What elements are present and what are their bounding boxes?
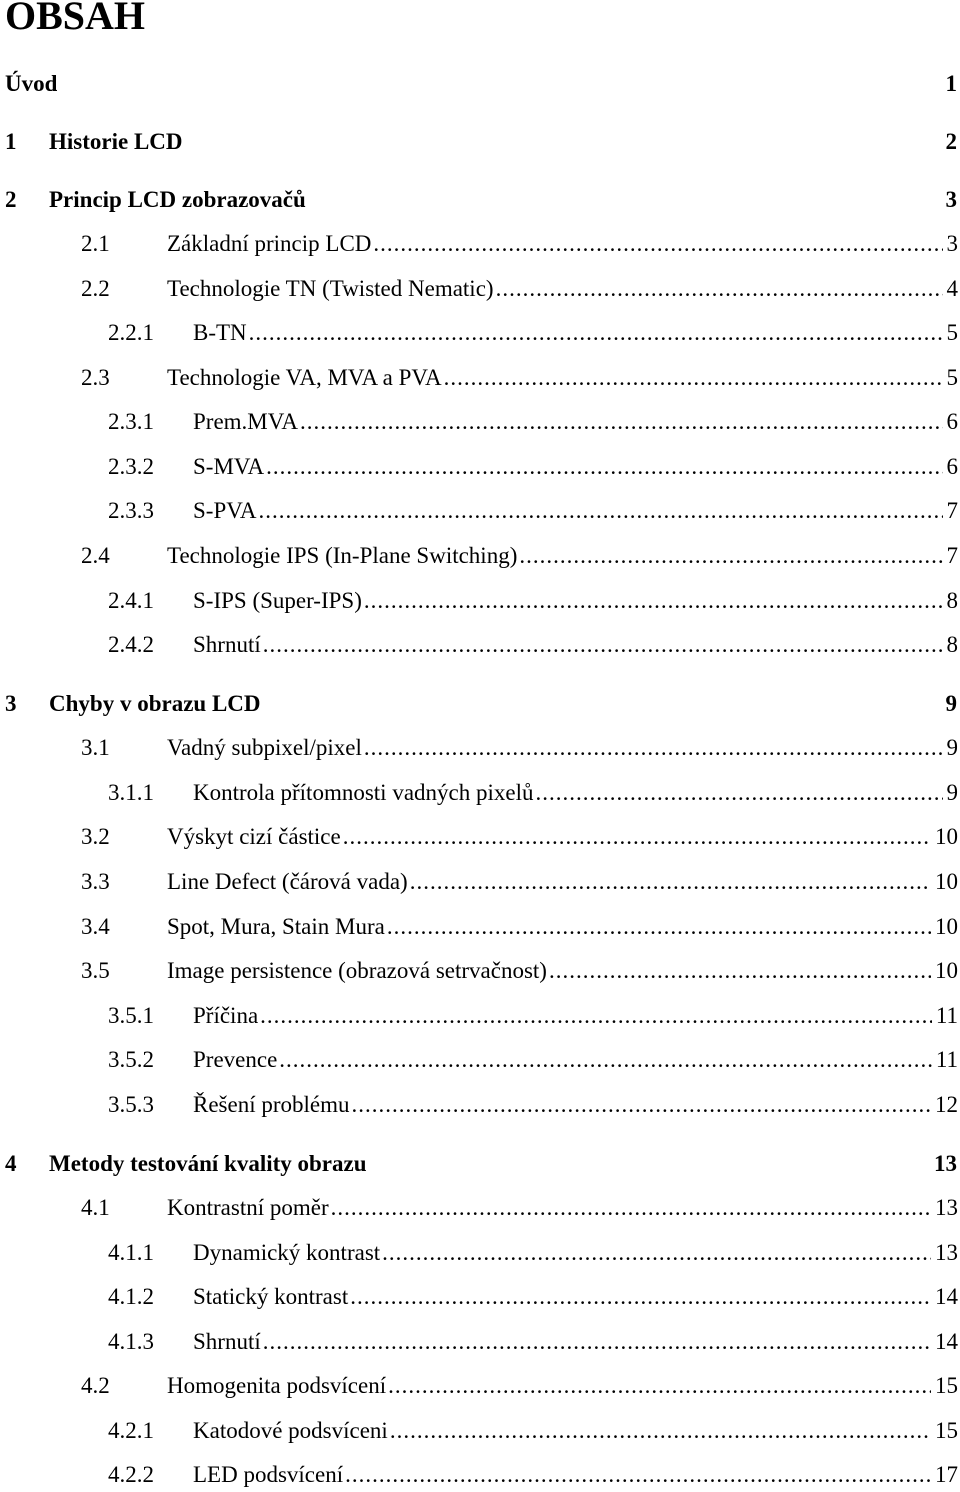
dot-leader <box>350 1280 931 1314</box>
toc-entry-page: 5 <box>946 320 958 345</box>
toc-entry-title: Statický kontrast <box>193 1284 349 1309</box>
dot-leader <box>260 999 932 1033</box>
toc-entry-number: 2.3.1 <box>108 409 154 434</box>
toc-entry[interactable] <box>0 494 960 528</box>
toc-entry-page: 9 <box>946 780 958 805</box>
toc-entry-page: 9 <box>946 735 958 760</box>
toc-entry-page: 9 <box>945 691 957 716</box>
toc-entry[interactable] <box>0 1147 960 1181</box>
toc-entry-title: S-MVA <box>193 454 265 479</box>
toc-entry-page: 3 <box>945 187 957 212</box>
dot-leader <box>249 316 943 350</box>
toc-entry-title: Historie LCD <box>49 129 183 154</box>
toc-entry-number: 2.3.2 <box>108 454 154 479</box>
dot-leader <box>343 820 931 854</box>
toc-entry-number: 4.1.1 <box>108 1240 154 1265</box>
toc-entry[interactable] <box>0 1280 960 1314</box>
toc-entry-title: Chyby v obrazu LCD <box>49 691 261 716</box>
toc-entry-number: 4.1 <box>81 1195 110 1220</box>
toc-entry-title: Prevence <box>193 1047 278 1072</box>
toc-entry-number: 3.4 <box>81 914 110 939</box>
toc-entry-title: S-PVA <box>193 498 257 523</box>
toc-entry-title: S-IPS (Super-IPS) <box>193 588 362 613</box>
toc-entry[interactable] <box>0 1236 960 1270</box>
toc-entry-number: 2 <box>5 187 17 212</box>
dot-leader <box>364 584 943 618</box>
toc-entry-page: 15 <box>935 1418 958 1443</box>
toc-entry-page: 17 <box>935 1462 958 1487</box>
dot-leader <box>388 1369 931 1403</box>
toc-entry-number: 3.5.3 <box>108 1092 154 1117</box>
page-title: OBSAH <box>5 0 146 38</box>
dot-leader <box>279 1043 932 1077</box>
toc-entry[interactable] <box>0 67 960 101</box>
toc-entry[interactable] <box>0 361 960 395</box>
dot-leader <box>519 539 942 573</box>
toc-entry-title: Spot, Mura, Stain Mura <box>167 914 385 939</box>
toc-entry-title: Úvod <box>5 71 58 96</box>
toc-entry[interactable] <box>0 687 960 721</box>
dot-leader <box>331 1191 931 1225</box>
toc-entry[interactable] <box>0 865 960 899</box>
toc-entry-page: 1 <box>945 71 957 96</box>
toc-entry-number: 3.5 <box>81 958 110 983</box>
toc-entry-title: Katodové podsvíceni <box>193 1418 388 1443</box>
dot-leader <box>263 1325 931 1359</box>
toc-entry-number: 4.2.2 <box>108 1462 154 1487</box>
toc-entry-number: 4.1.3 <box>108 1329 154 1354</box>
toc-entry[interactable] <box>0 820 960 854</box>
toc-entry[interactable] <box>0 628 960 662</box>
toc-entry-number: 2.4.1 <box>108 588 154 613</box>
toc-entry-title: Vadný subpixel/pixel <box>167 735 362 760</box>
toc-entry-number: 3.5.2 <box>108 1047 154 1072</box>
toc-entry-page: 15 <box>935 1373 958 1398</box>
toc-entry-number: 1 <box>5 129 17 154</box>
toc-entry-page: 10 <box>935 824 958 849</box>
toc-entry-title: Metody testování kvality obrazu <box>49 1151 367 1176</box>
toc-entry-title: Princip LCD zobrazovačů <box>49 187 306 212</box>
dot-leader <box>345 1458 931 1492</box>
toc-entry-page: 6 <box>946 454 958 479</box>
toc-entry-number: 3.3 <box>81 869 110 894</box>
toc-entry[interactable] <box>0 1325 960 1359</box>
toc-entry[interactable] <box>0 1043 960 1077</box>
toc-entry[interactable] <box>0 1088 960 1122</box>
toc-entry-title: Základní princip LCD <box>167 231 372 256</box>
toc-entry-page: 10 <box>935 869 958 894</box>
dot-leader <box>266 450 942 484</box>
toc-entry[interactable] <box>0 999 960 1033</box>
toc-entry-page: 10 <box>935 914 958 939</box>
toc-entry[interactable] <box>0 183 960 217</box>
toc-entry[interactable] <box>0 539 960 573</box>
toc-entry-page: 14 <box>935 1284 958 1309</box>
toc-entry[interactable] <box>0 227 960 261</box>
toc-entry-title: Technologie VA, MVA a PVA <box>167 365 442 390</box>
toc-entry-number: 4.1.2 <box>108 1284 154 1309</box>
toc-entry-number: 2.4.2 <box>108 632 154 657</box>
dot-leader <box>364 731 943 765</box>
dot-leader <box>496 272 943 306</box>
toc-entry-title: Řešení problému <box>193 1092 350 1117</box>
toc-entry-number: 3 <box>5 691 17 716</box>
toc-entry[interactable] <box>0 1369 960 1403</box>
toc-entry-title: Technologie TN (Twisted Nematic) <box>167 276 494 301</box>
dot-leader <box>410 865 931 899</box>
toc-entry-page: 13 <box>934 1151 957 1176</box>
toc-entry[interactable] <box>0 125 960 159</box>
toc-entry-number: 4.2 <box>81 1373 110 1398</box>
dot-leader <box>259 494 943 528</box>
toc-entry-page: 11 <box>935 1047 958 1072</box>
toc-entry-number: 2.3 <box>81 365 110 390</box>
toc-entry-number: 3.1.1 <box>108 780 154 805</box>
dot-leader <box>549 954 931 988</box>
toc-entry-page: 3 <box>946 231 958 256</box>
toc-entry-page: 7 <box>946 543 958 568</box>
toc-entry-number: 3.1 <box>81 735 110 760</box>
toc-entry[interactable] <box>0 954 960 988</box>
toc-entry-number: 2.1 <box>81 231 110 256</box>
toc-entry-page: 13 <box>935 1240 958 1265</box>
toc-entry-page: 10 <box>935 958 958 983</box>
toc-entry-page: 8 <box>946 632 958 657</box>
toc-entry-title: Shrnutí <box>193 632 261 657</box>
toc-entry-number: 2.2 <box>81 276 110 301</box>
toc-entry-title: Line Defect (čárová vada) <box>167 869 408 894</box>
toc-entry-page: 8 <box>946 588 958 613</box>
dot-leader <box>387 910 931 944</box>
dot-leader <box>444 361 943 395</box>
dot-leader <box>373 227 942 261</box>
dot-leader <box>382 1236 931 1270</box>
dot-leader <box>300 405 942 439</box>
toc-entry[interactable] <box>0 316 960 350</box>
toc-entry-title: B-TN <box>193 320 247 345</box>
toc-entry-title: Kontrastní poměr <box>167 1195 329 1220</box>
toc-entry-title: LED podsvícení <box>193 1462 344 1487</box>
toc-entry-page: 7 <box>946 498 958 523</box>
toc-entry[interactable] <box>0 584 960 618</box>
toc-entry-number: 3.2 <box>81 824 110 849</box>
toc-entry-title: Shrnutí <box>193 1329 261 1354</box>
toc-entry-title: Image persistence (obrazová setrvačnost) <box>167 958 547 983</box>
toc-entry-title: Technologie IPS (In-Plane Switching) <box>167 543 518 568</box>
toc-entry[interactable] <box>0 272 960 306</box>
toc-entry-page: 12 <box>935 1092 958 1117</box>
toc-entry-number: 4 <box>5 1151 17 1176</box>
toc-entry-page: 2 <box>945 129 957 154</box>
dot-leader <box>390 1414 931 1448</box>
toc-entry-number: 2.3.3 <box>108 498 154 523</box>
toc-entry[interactable] <box>0 450 960 484</box>
dot-leader <box>263 628 943 662</box>
dot-leader <box>535 776 942 810</box>
toc-entry[interactable] <box>0 1414 960 1448</box>
toc-entry[interactable] <box>0 910 960 944</box>
toc-entry-title: Příčina <box>193 1003 259 1028</box>
toc-entry-number: 2.4 <box>81 543 110 568</box>
toc-entry-title: Dynamický kontrast <box>193 1240 381 1265</box>
toc-entry[interactable] <box>0 731 960 765</box>
toc-entry[interactable] <box>0 405 960 439</box>
toc-entry[interactable] <box>0 1458 960 1492</box>
toc-entry-number: 4.2.1 <box>108 1418 154 1443</box>
toc-entry-page: 14 <box>935 1329 958 1354</box>
dot-leader <box>352 1088 932 1122</box>
toc-entry[interactable] <box>0 776 960 810</box>
toc-entry-title: Výskyt cizí částice <box>167 824 341 849</box>
toc-entry-title: Kontrola přítomnosti vadných pixelů <box>193 780 534 805</box>
toc-entry-page: 5 <box>946 365 958 390</box>
toc-entry-page: 6 <box>946 409 958 434</box>
toc-entry[interactable] <box>0 1191 960 1225</box>
toc-entry-page: 11 <box>935 1003 958 1028</box>
toc-entry-page: 13 <box>935 1195 958 1220</box>
toc-entry-number: 3.5.1 <box>108 1003 154 1028</box>
toc-entry-title: Prem.MVA <box>193 409 299 434</box>
toc-entry-number: 2.2.1 <box>108 320 154 345</box>
toc-entry-title: Homogenita podsvícení <box>167 1373 387 1398</box>
toc-entry-page: 4 <box>946 276 958 301</box>
